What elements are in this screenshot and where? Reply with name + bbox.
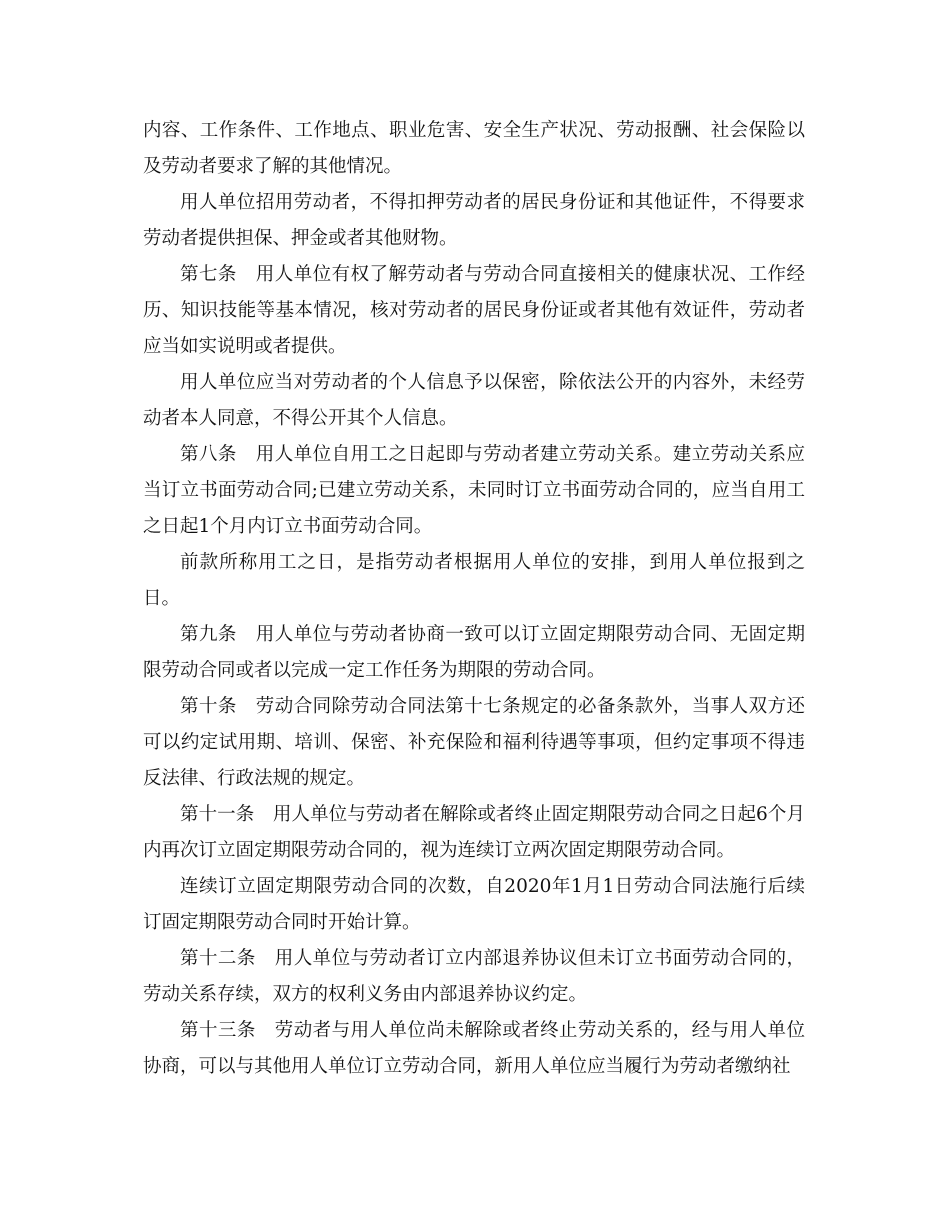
article-9: 第九条 用人单位与劳动者协商一致可以订立固定期限劳动合同、无固定期限劳动合同或者以完成一定工作任务为期限的劳动合同。 [143,624,805,681]
article-8: 第八条 用人单位自用工之日起即与劳动者建立劳动关系。建立劳动关系应当订立书面劳动合同;已建立劳动关系，未同时订立书面劳动合同的，应当自用工之日起1个月内订立书面劳动合同。 [143,444,805,537]
article-10: 第十条 劳动合同除劳动合同法第十七条规定的必备条款外，当事人双方还可以约定试用期、培训、保密、补充保险和福利待遇等事项，但约定事项不得违反法律、行政法规的规定。 [143,696,805,789]
paragraph: 连续订立固定期限劳动合同的次数，自2020年1月1日劳动合同法施行后续订固定期限劳动合同时开始计算。 [143,876,805,933]
paragraph: 用人单位应当对劳动者的个人信息予以保密，除依法公开的内容外，未经劳动者本人同意，不得公开其个人信息。 [143,372,805,429]
paragraph: 前款所称用工之日，是指劳动者根据用人单位的安排，到用人单位报到之日。 [143,552,805,609]
article-11: 第十一条 用人单位与劳动者在解除或者终止固定期限劳动合同之日起6个月内再次订立固定期限劳动合同的，视为连续订立两次固定期限劳动合同。 [143,804,805,861]
paragraph: 用人单位招用劳动者，不得扣押劳动者的居民身份证和其他证件，不得要求劳动者提供担保、押金或者其他财物。 [143,192,805,249]
article-12: 第十二条 用人单位与劳动者订立内部退养协议但未订立书面劳动合同的，劳动关系存续，双方的权利义务由内部退养协议约定。 [143,948,805,1005]
paragraph: 内容、工作条件、工作地点、职业危害、安全生产状况、劳动报酬、社会保险以及劳动者要求了解的其他情况。 [143,120,805,177]
article-13: 第十三条 劳动者与用人单位尚未解除或者终止劳动关系的，经与用人单位协商，可以与其他用人单位订立劳动合同，新用人单位应当履行为劳动者缴纳社 [143,1020,805,1077]
article-7: 第七条 用人单位有权了解劳动者与劳动合同直接相关的健康状况、工作经历、知识技能等基本情况，核对劳动者的居民身份证或者其他有效证件，劳动者应当如实说明或者提供。 [143,264,805,357]
document-page [143,113,805,1085]
